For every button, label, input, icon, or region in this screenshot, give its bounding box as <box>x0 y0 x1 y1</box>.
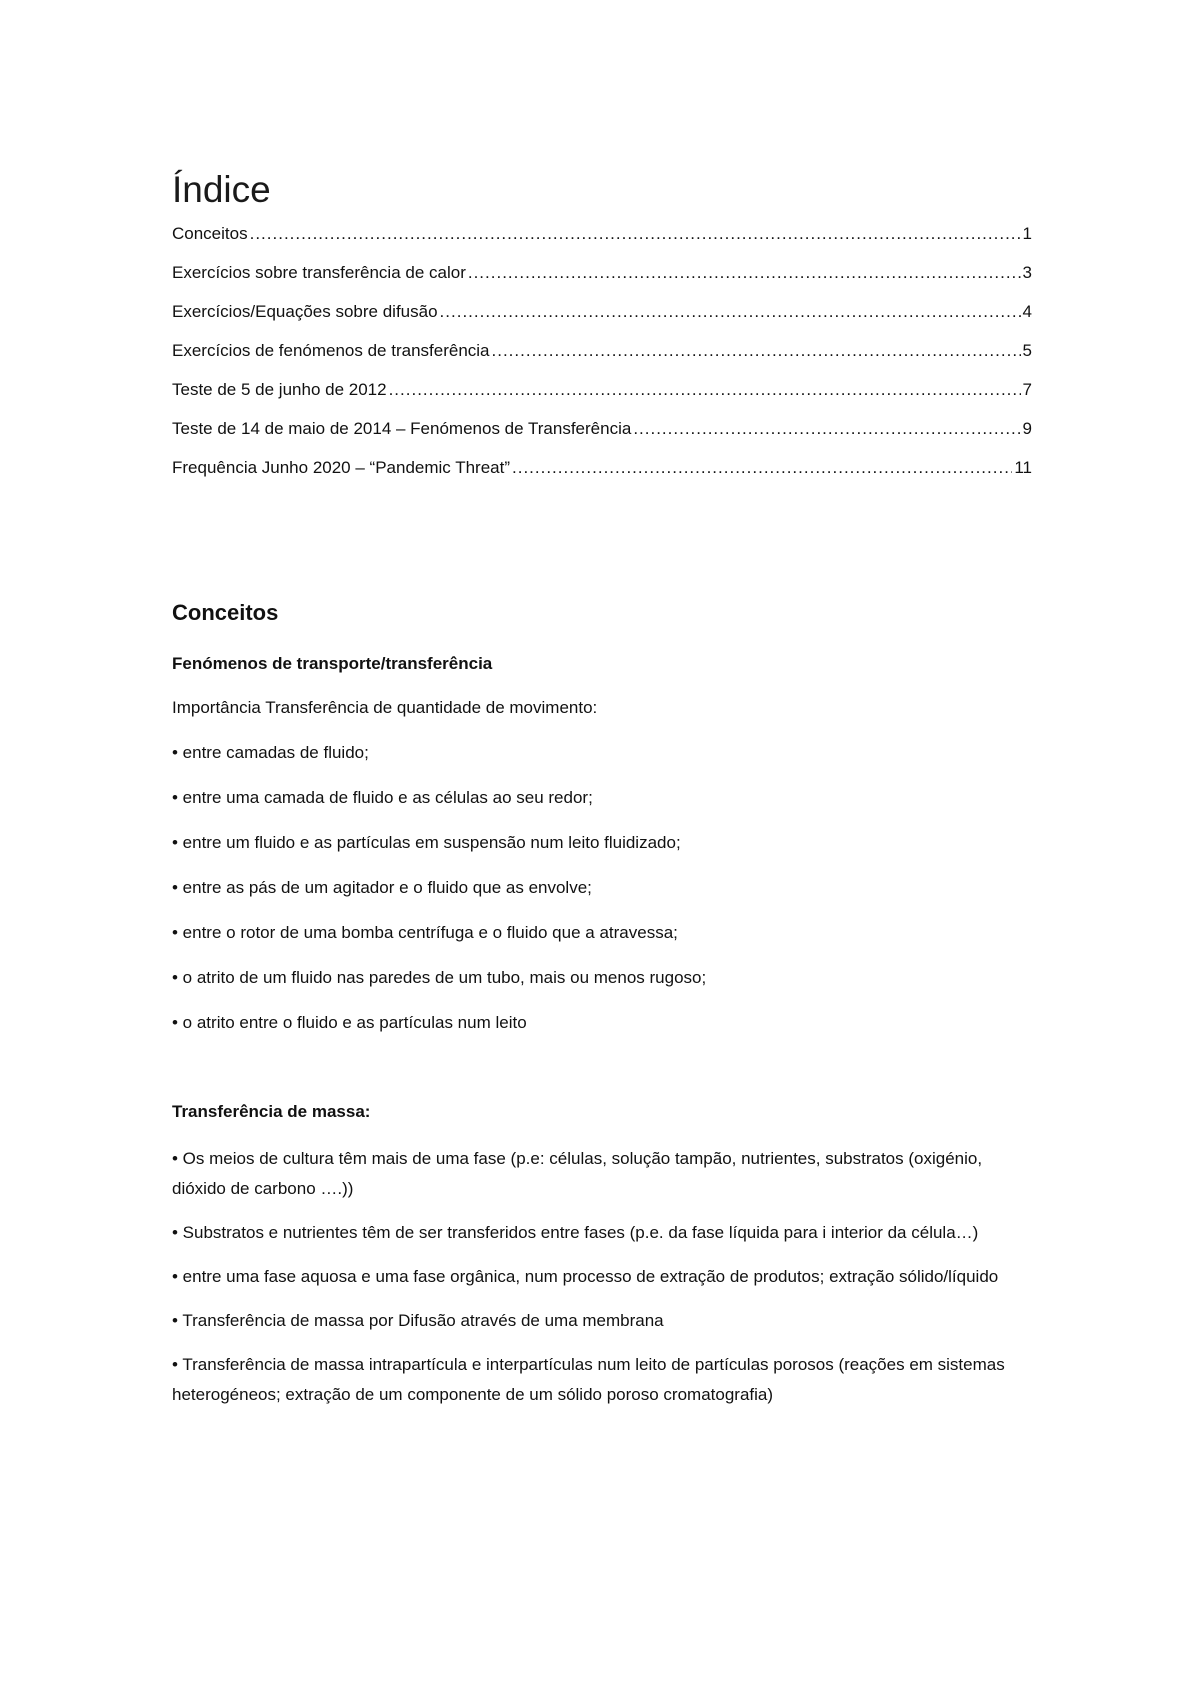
list-item: • Os meios de cultura têm mais de uma fase (p.e: células, solução tampão, nutrientes, substratos (oxigénio, dióxido de carbono ….)) <box>172 1149 983 1198</box>
spacer <box>172 1056 1032 1100</box>
toc-leader-dots <box>389 378 1021 402</box>
subheading-mass: Transferência de massa: <box>172 1102 371 1121</box>
list-item: • entre as pás de um agitador e o fluido que as envolve; <box>172 878 592 897</box>
toc-leader-dots <box>633 417 1020 441</box>
list-item: • Substratos e nutrientes têm de ser transferidos entre fases (p.e. da fase líquida para i interior da célula…) <box>172 1223 979 1242</box>
toc-entry-page: 11 <box>1014 458 1032 477</box>
toc-entry-page: 1 <box>1022 224 1032 243</box>
toc-entry-page: 9 <box>1022 419 1032 438</box>
toc-entry-label: Frequência Junho 2020 – “Pandemic Threat” <box>172 458 510 477</box>
toc-title: Índice <box>172 169 271 210</box>
toc-entry-label: Conceitos <box>172 224 248 243</box>
toc-entry-label: Exercícios sobre transferência de calor <box>172 263 466 282</box>
toc-entry-page: 4 <box>1022 302 1032 321</box>
toc-leader-dots <box>468 261 1021 285</box>
toc-entry-teste-2012[interactable] <box>172 378 1032 417</box>
toc-leader-dots <box>440 300 1021 324</box>
subheading-transport: Fenómenos de transporte/transferência <box>172 654 493 673</box>
toc-entry-calor[interactable] <box>172 261 1032 300</box>
list-item: • o atrito de um fluido nas paredes de um tubo, mais ou menos rugoso; <box>172 968 707 987</box>
toc-entry-fenomenos[interactable] <box>172 339 1032 378</box>
list-item: • entre uma camada de fluido e as células ao seu redor; <box>172 788 593 807</box>
list-item: • Transferência de massa intrapartícula e interpartículas num leito de partículas porosos (reações em sistemas heterogéneos; extração de um componente de um sólido poroso cromatografia) <box>172 1355 1005 1404</box>
list-item: • o atrito entre o fluido e as partículas num leito <box>172 1013 527 1032</box>
list-item: • entre um fluido e as partículas em suspensão num leito fluidizado; <box>172 833 681 852</box>
intro-paragraph: Importância Transferência de quantidade de movimento: <box>172 698 598 717</box>
toc-leader-dots <box>492 339 1021 363</box>
document-page <box>172 168 1032 1404</box>
toc-entry-label: Exercícios/Equações sobre difusão <box>172 302 438 321</box>
toc-entry-page: 7 <box>1022 380 1032 399</box>
toc-entry-conceitos[interactable] <box>172 222 1032 261</box>
list-item: • entre camadas de fluido; <box>172 743 369 762</box>
toc-leader-dots <box>250 222 1021 246</box>
section-heading: Conceitos <box>172 600 279 625</box>
list-item: • entre uma fase aquosa e uma fase orgânica, num processo de extração de produtos; extração sólido/líquido <box>172 1267 999 1286</box>
list-item: • entre o rotor de uma bomba centrífuga e o fluido que a atravessa; <box>172 923 678 942</box>
toc-entry-frequencia-2020[interactable] <box>172 456 1032 495</box>
toc-entry-label: Teste de 5 de junho de 2012 <box>172 380 387 399</box>
toc-entry-label: Teste de 14 de maio de 2014 – Fenómenos de Transferência <box>172 419 632 438</box>
toc-entry-difusao[interactable] <box>172 300 1032 339</box>
toc-entry-page: 3 <box>1022 263 1032 282</box>
section-content <box>172 652 1032 1424</box>
mass-bullet-list <box>172 1144 1032 1410</box>
toc-entry-page: 5 <box>1022 341 1032 360</box>
toc-leader-dots <box>512 456 1012 480</box>
transport-bullet-list <box>172 741 1032 1035</box>
toc-entry-teste-2014[interactable] <box>172 417 1032 456</box>
list-item: • Transferência de massa por Difusão através de uma membrana <box>172 1311 664 1330</box>
toc-entry-label: Exercícios de fenómenos de transferência <box>172 341 490 360</box>
table-of-contents <box>172 222 1032 495</box>
